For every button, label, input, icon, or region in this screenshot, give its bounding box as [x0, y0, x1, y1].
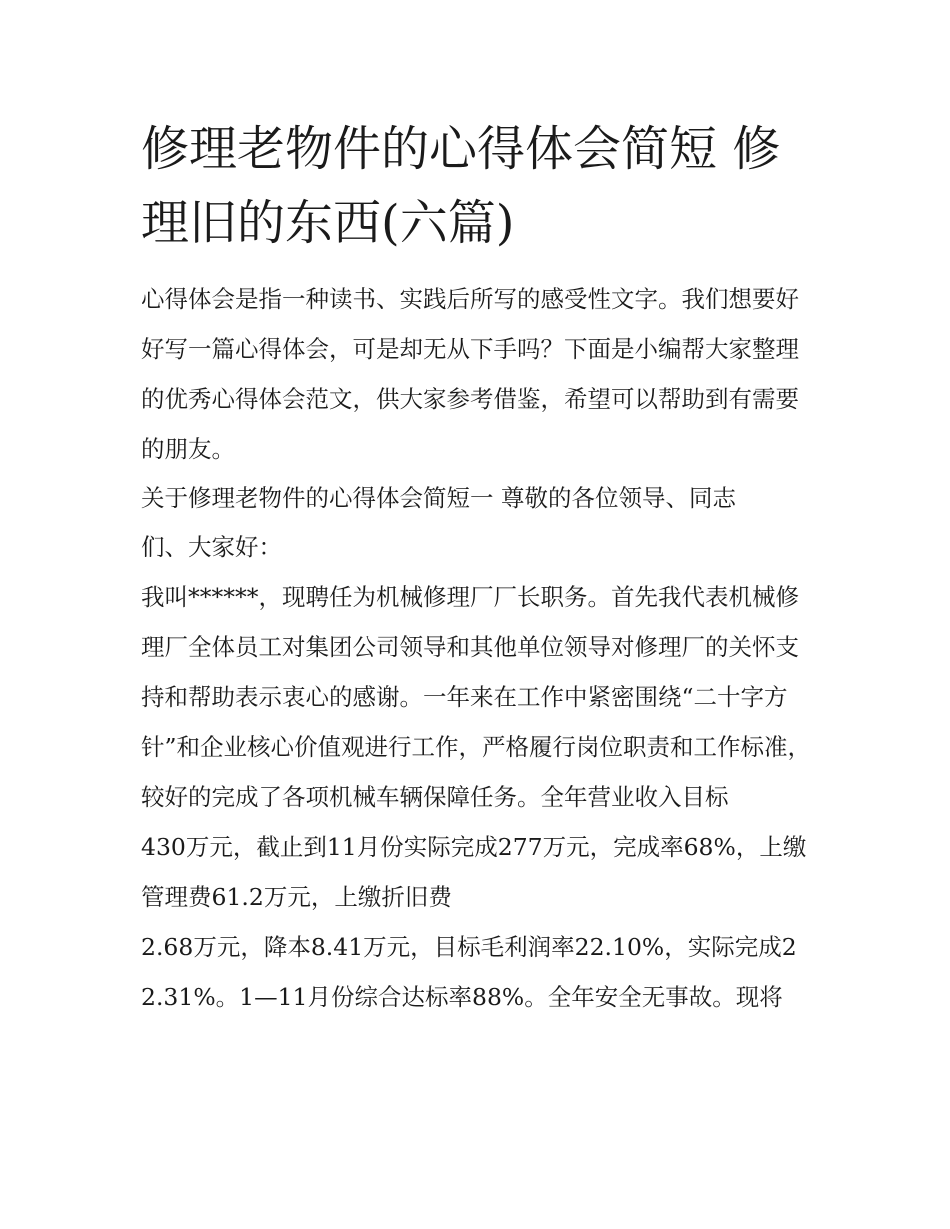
figures-paragraph-2: 2.68万元，降本8.41万元，目标毛利润率22.10%，实际完成22.31%。1—11月份综合达标率88%。全年安全无事故。现将 — [141, 933, 797, 1011]
document-page — [141, 112, 813, 1022]
section-one-heading: 关于修理老物件的心得体会简短一 尊敬的各位领导、同志们、大家好： — [141, 484, 736, 561]
document-title: 修理老物件的心得体会简短 修理旧的东西(六篇) — [141, 121, 781, 251]
figures-paragraph-1: 430万元，截止到11月份实际完成277万元，完成率68%，上缴管理费61.2万元，上缴折旧费 — [141, 833, 807, 911]
body-paragraph: 我叫******，现聘任为机械修理厂厂长职务。首先我代表机械修理厂全体员工对集团公司领导和其他单位领导对修理厂的关怀支持和帮助表示衷心的感谢。一年来在工作中紧密围绕“二十字方针”和企业核心价值观进行工作，严格履行岗位职责和工作标准，较好的完成了各项机械车辆保障任务。全年营业收入目标 — [141, 583, 812, 811]
intro-paragraph: 心得体会是指一种读书、实践后所写的感受性文字。我们想要好好写一篇心得体会，可是却无从下手吗？下面是小编帮大家整理的优秀心得体会范文，供大家参考借鉴，希望可以帮助到有需要的朋友。 — [141, 285, 799, 463]
